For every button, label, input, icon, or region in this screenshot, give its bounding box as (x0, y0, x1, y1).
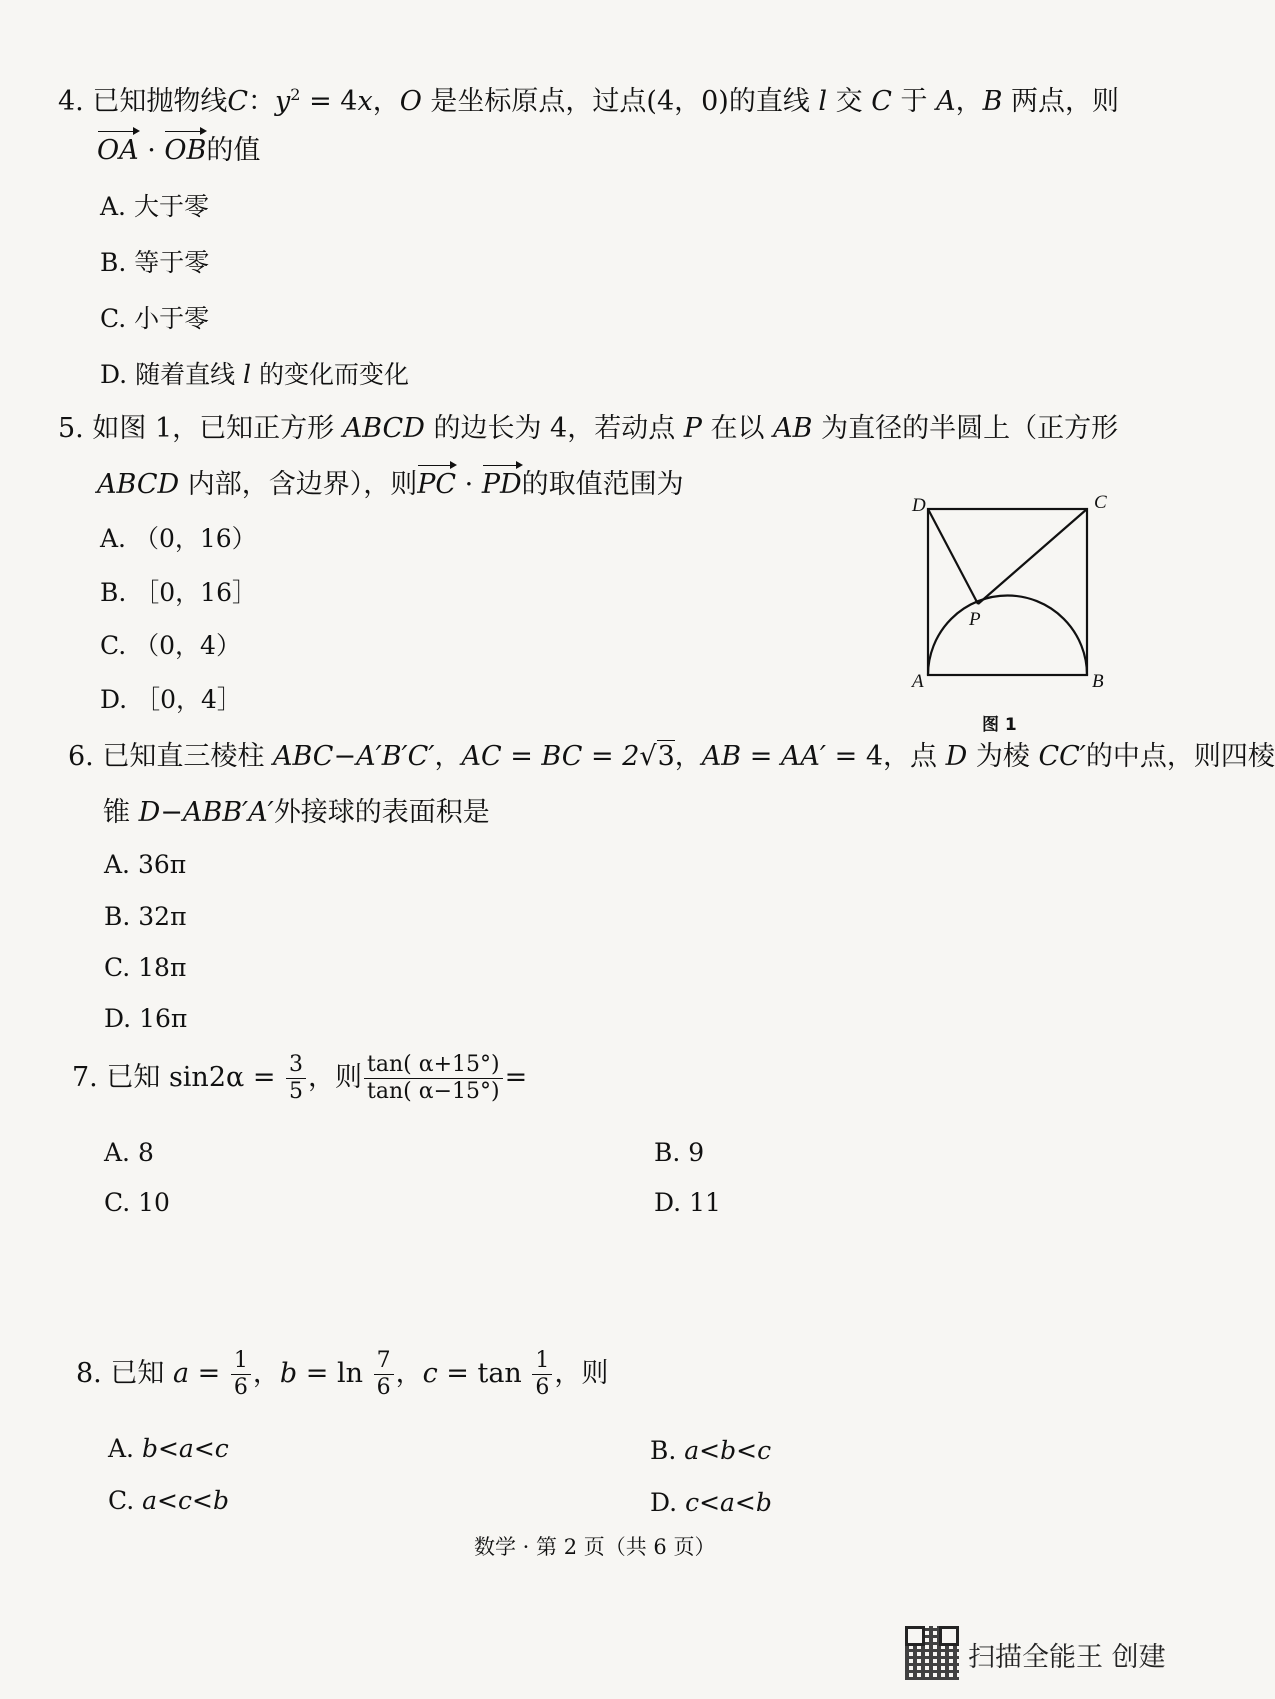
q4-number: 4. (58, 86, 84, 117)
q6-option-d[interactable]: D. 16π (104, 1004, 188, 1033)
q4-stem-line2: OA · OB的值 (97, 135, 261, 166)
fraction-1-6-a: $\frac{1}{6}$ (231, 1348, 251, 1401)
semicircle-ab (928, 596, 1087, 676)
q8-option-c[interactable]: C. a<c<b (108, 1486, 229, 1515)
segment-pc (978, 509, 1087, 604)
q5-option-d[interactable]: D. ［0，4］ (100, 685, 242, 714)
segment-pd (928, 509, 978, 604)
q7-option-a[interactable]: A. 8 (104, 1138, 154, 1167)
fraction-tan-ratio: $\frac{\tan( \alpha+15^\circ)}{\tan( \alpha-15^\circ)}$ (364, 1052, 503, 1105)
q7-option-d[interactable]: D. 11 (654, 1188, 721, 1217)
vertex-label-c: C (1094, 492, 1107, 513)
page-footer: 数学 · 第 2 页（共 6 页） (474, 1535, 716, 1559)
q8-option-b[interactable]: B. a<b<c (650, 1436, 772, 1465)
vector-pc: PC (417, 469, 457, 500)
q6-option-c[interactable]: C. 18π (104, 953, 187, 982)
vertex-label-d: D (912, 495, 926, 516)
q7-stem: 7. 已知 sin2α = $\frac{3}{5}$ ，则 $\frac{\tan( \alpha+15^\circ)}{\tan( \alpha-15^\circ)}$ = (72, 1052, 528, 1104)
q4-option-a[interactable]: A. 大于零 (100, 192, 209, 221)
q7-option-c[interactable]: C. 10 (104, 1188, 170, 1217)
q8-option-a[interactable]: A. b<a<c (108, 1434, 229, 1463)
q5-option-a[interactable]: A. （0，16） (100, 524, 257, 553)
q4-stem-line1: 4. 已知抛物线C：$y^2 = 4x$，O 是坐标原点，过点(4，0)的直线 l 交 C 于 A，B 两点，则 (58, 85, 1120, 117)
vertex-label-a: A (912, 671, 924, 692)
q6-number: 6. (68, 741, 94, 772)
q6-option-b[interactable]: B. 32π (104, 902, 187, 931)
q7-number: 7. (72, 1062, 98, 1093)
figure-caption: 图 1 (982, 715, 1017, 735)
q5-option-c[interactable]: C. （0，4） (100, 631, 241, 660)
q8-number: 8. (76, 1358, 102, 1389)
q8-stem: 8. 已知 a = $\frac{1}{6}$ ，b = ln $\frac{7}{6}$ ，c = tan $\frac{1}{6}$ ，则 (76, 1348, 609, 1400)
vector-pd: PD (481, 469, 522, 500)
fraction-1-6-c: $\frac{1}{6}$ (532, 1348, 552, 1401)
vertex-label-b: B (1092, 671, 1104, 692)
q5-stem-line1: 5. 如图 1，已知正方形 ABCD 的边长为 4，若动点 P 在以 AB 为直径的半圆上（正方形 (58, 413, 1119, 444)
square-abcd (928, 509, 1087, 675)
q8-option-d[interactable]: D. c<a<b (650, 1488, 772, 1517)
vector-ob: OB (164, 135, 207, 166)
vertex-label-p: P (969, 609, 981, 630)
fraction-3-5: $\frac{3}{5}$ (286, 1052, 306, 1105)
q5-option-b[interactable]: B. ［0，16］ (100, 578, 257, 607)
q5-stem-line2: ABCD 内部，含边界），则PC · PD的取值范围为 (97, 469, 684, 500)
fraction-7-6: $\frac{7}{6}$ (374, 1348, 394, 1401)
scanner-watermark: 扫描全能王 创建 (968, 1642, 1166, 1673)
q6-stem-line1: 6. 已知直三棱柱 ABC−A′B′C′，AC = BC = 2√3，AB = AA′ = 4，点 D 为棱 CC′的中点，则四棱 (68, 741, 1275, 772)
q6-option-a[interactable]: A. 36π (104, 850, 187, 879)
q4-option-d[interactable]: D. 随着直线 l 的变化而变化 (100, 360, 409, 389)
q6-stem-line2: 锥 D−ABB′A′外接球的表面积是 (103, 797, 490, 828)
q7-option-b[interactable]: B. 9 (654, 1138, 705, 1167)
q5-number: 5. (58, 413, 84, 444)
q4-option-b[interactable]: B. 等于零 (100, 248, 210, 277)
q4-option-c[interactable]: C. 小于零 (100, 304, 210, 333)
figure-1-square-semicircle (900, 490, 1130, 740)
vector-oa: OA (97, 135, 139, 166)
qr-code-icon (905, 1626, 959, 1680)
